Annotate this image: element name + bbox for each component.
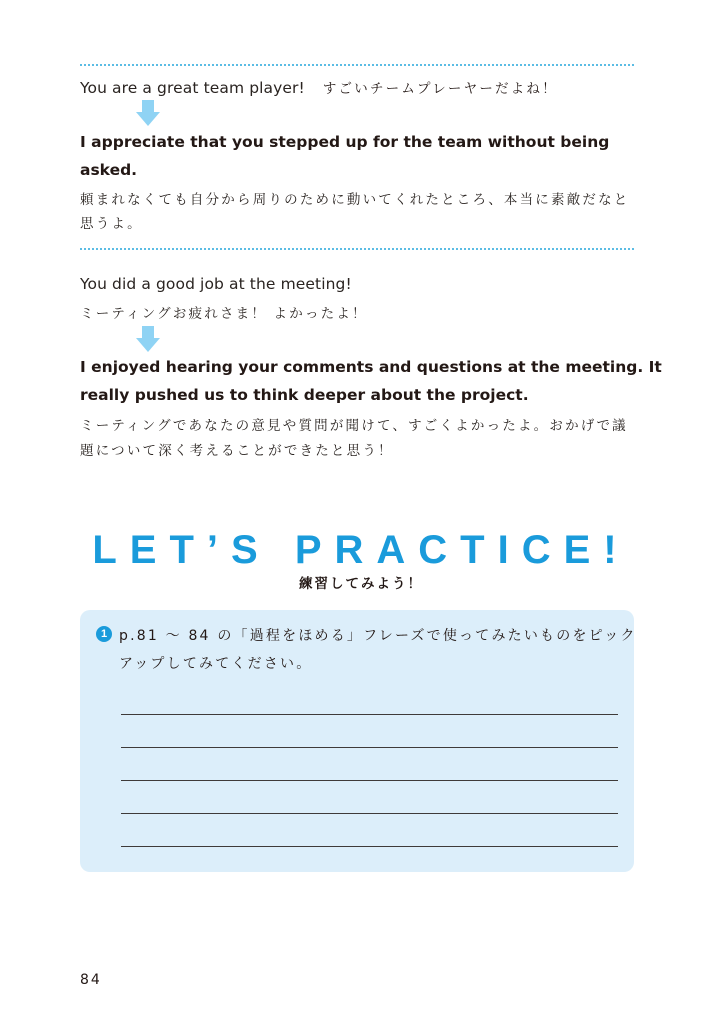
arrow-down-icon xyxy=(136,100,160,126)
example1-after-jp-1: 頼まれなくても自分から周りのために動いてくれたところ、本当に素敵だなと xyxy=(80,192,630,208)
example2-after-en-1: I enjoyed hearing your comments and questions at the meeting. It xyxy=(80,358,662,376)
example1-before-jp: すごいチームプレーヤーだよね！ xyxy=(322,81,558,97)
question-line-2: アップしてみてください。 xyxy=(119,656,313,672)
example1-before-en: You are a great team player! xyxy=(80,79,305,97)
answer-line[interactable] xyxy=(121,714,618,715)
example2-after-jp-1: ミーティングであなたの意見や質問が聞けて、すごくよかったよ。おかげで議 xyxy=(80,418,628,434)
example1-after-jp-2: 思うよ。 xyxy=(80,216,143,232)
example2-after-en-2: really pushed us to think deeper about the project. xyxy=(80,386,529,404)
page-number: 84 xyxy=(80,972,102,988)
question-line-1: p.81 ～ 84 の「過程をほめる」フレーズで使ってみたいものをピック xyxy=(119,628,637,644)
example2-after-jp-2: 題について深く考えることができたと思う！ xyxy=(80,443,394,459)
question-number-badge: 1 xyxy=(96,626,112,642)
answer-line[interactable] xyxy=(121,747,618,748)
example1-after-en-1: I appreciate that you stepped up for the team without being xyxy=(80,133,610,151)
answer-line[interactable] xyxy=(121,780,618,781)
answer-line[interactable] xyxy=(121,846,618,847)
practice-title: LET’S PRACTICE! xyxy=(92,528,630,572)
divider-middle xyxy=(80,248,634,250)
example2-before-jp: ミーティングお疲れさま！ よかったよ！ xyxy=(80,306,368,322)
example2-before-en: You did a good job at the meeting! xyxy=(80,275,352,293)
arrow-down-icon xyxy=(136,326,160,352)
answer-line[interactable] xyxy=(121,813,618,814)
example1-before xyxy=(80,77,636,97)
divider-top xyxy=(80,64,634,66)
example1-after-en-2: asked. xyxy=(80,161,138,179)
practice-subtitle: 練習してみよう！ xyxy=(299,576,423,592)
practice-box xyxy=(80,610,634,872)
